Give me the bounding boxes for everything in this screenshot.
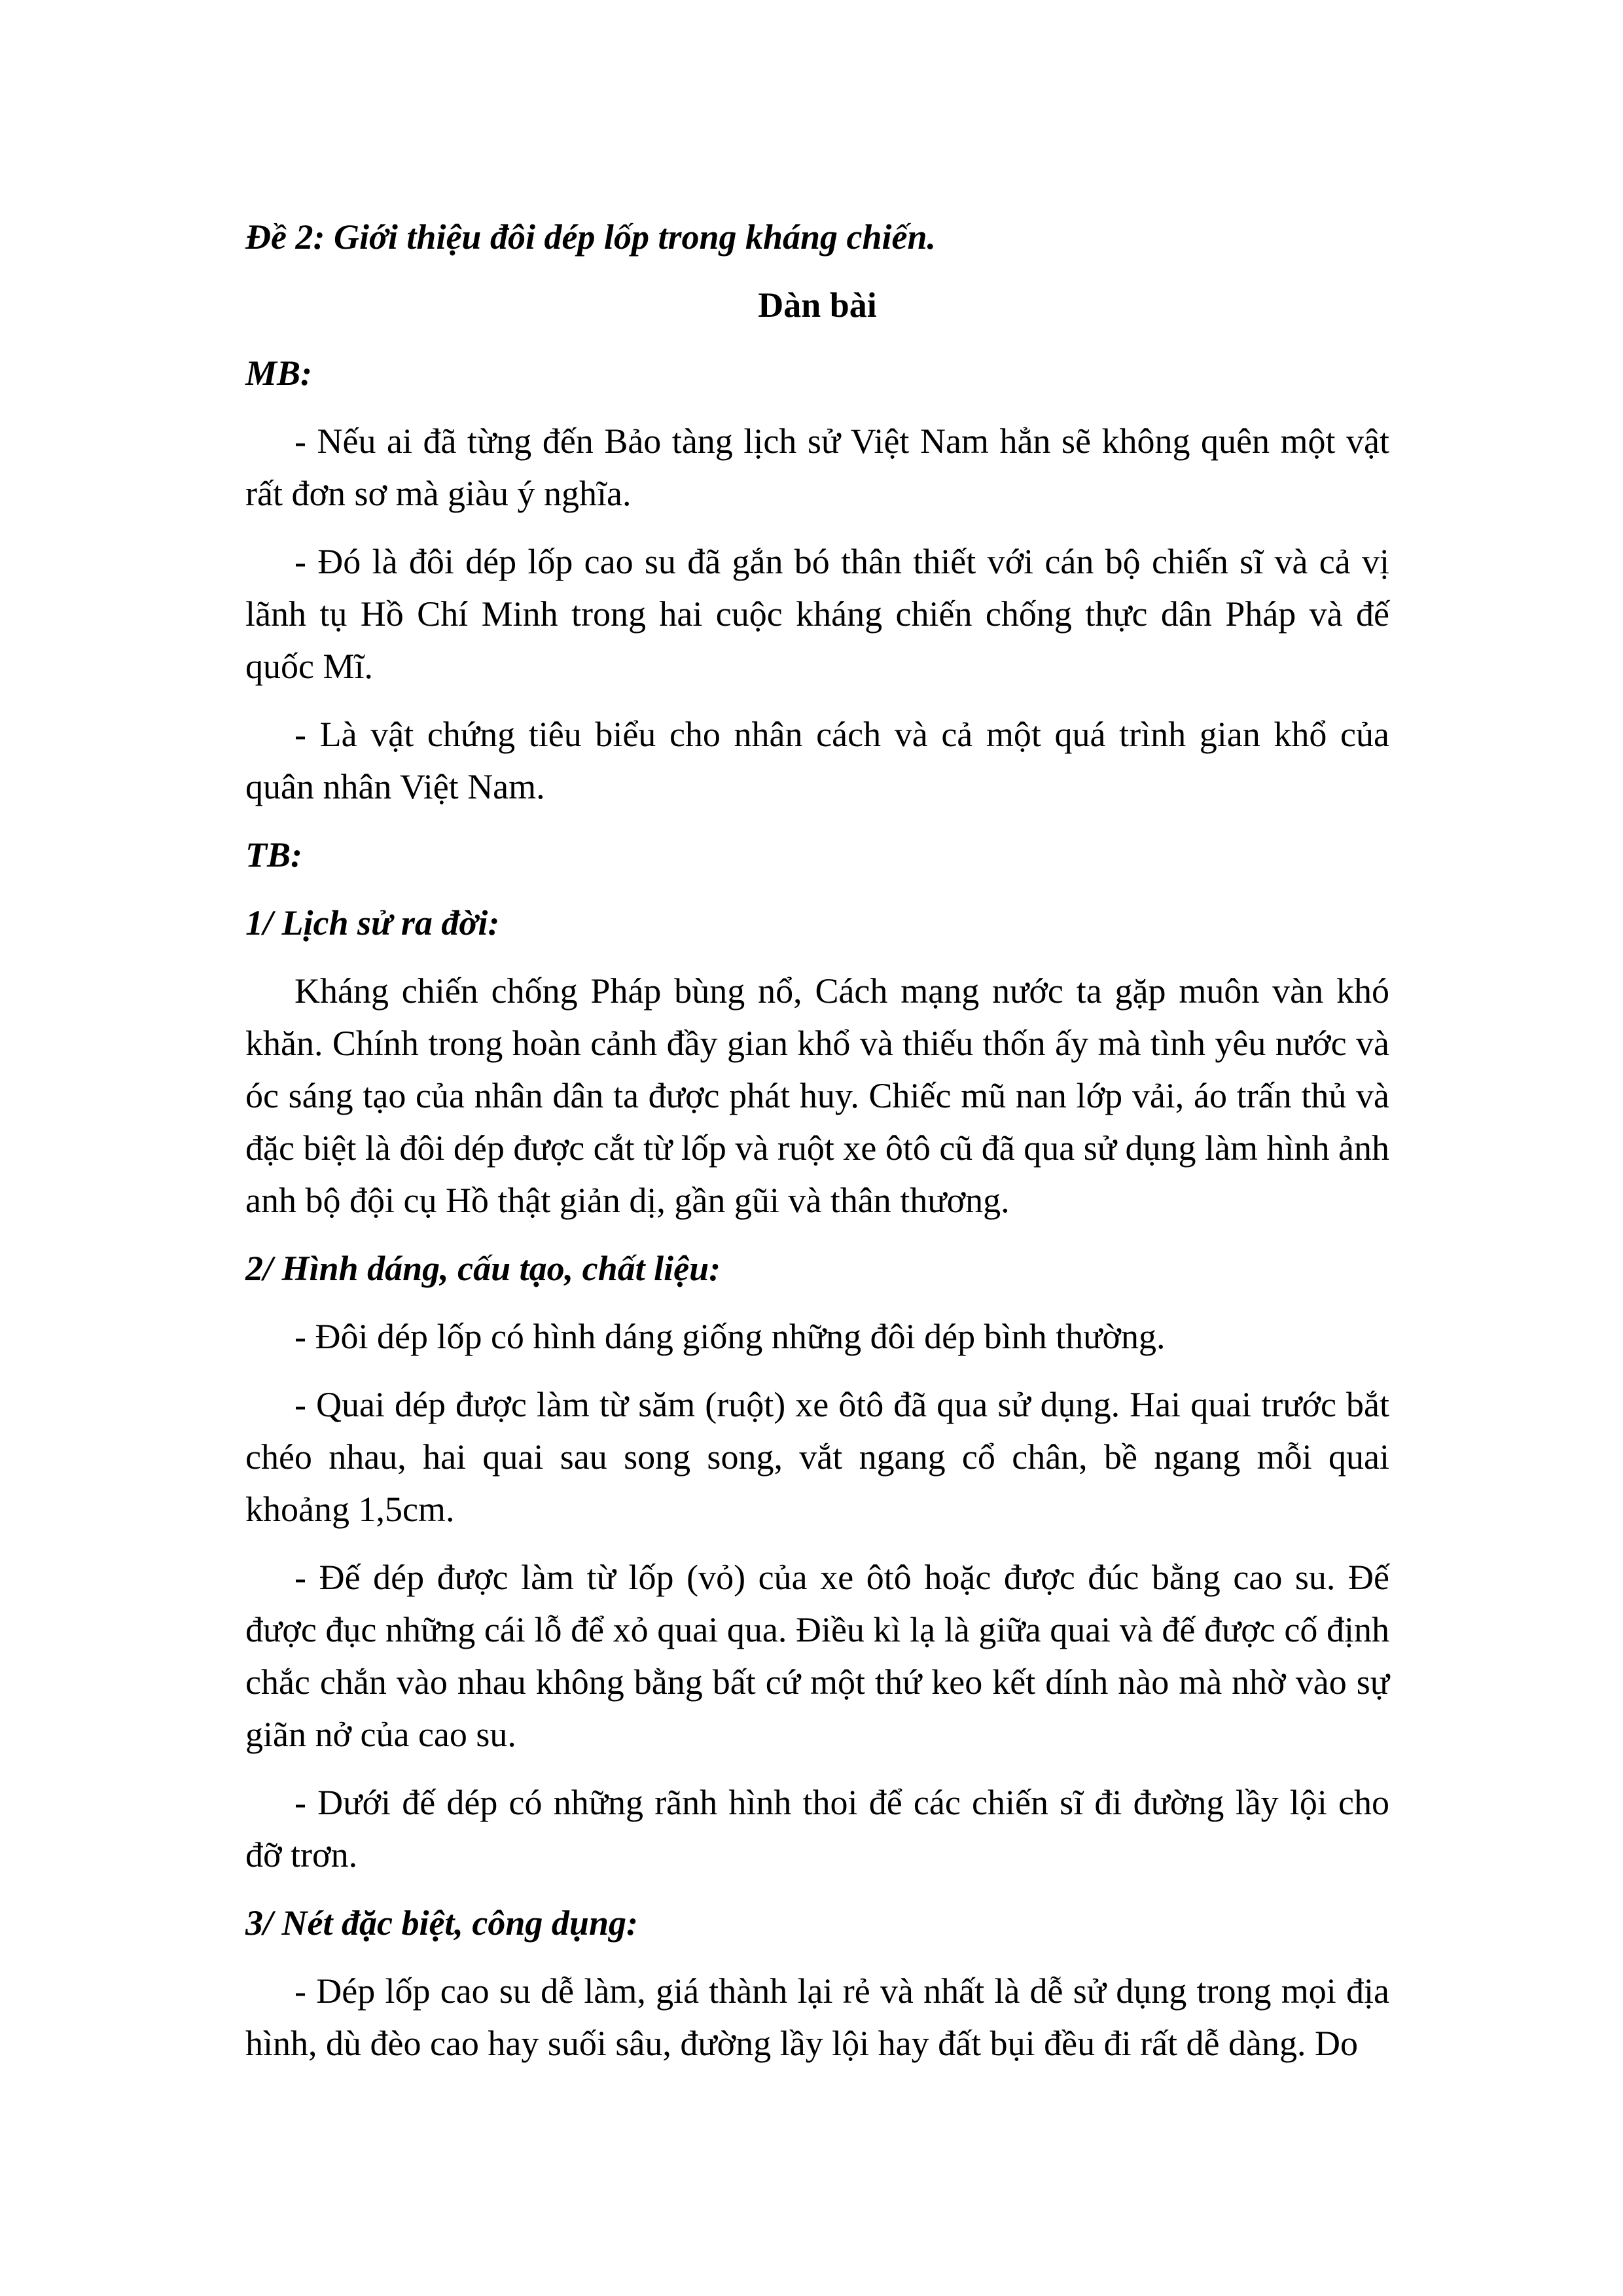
section-shape-paragraph-3: - Đế dép được làm từ lốp (vỏ) của xe ôtô hoặc được đúc bằng cao su. Đế được đục những cái lỗ để xỏ quai qua. Điều kì lạ là giữa quai và đế được cố định chắc chắn vào nhau không bằng bất cứ một thứ keo kết dính nào mà nhờ vào sự giãn nở của cao su. [245, 1558, 1389, 1754]
document-content [245, 211, 1389, 2085]
intro-label: MB: [245, 353, 313, 393]
intro-paragraph-3: - Là vật chứng tiêu biểu cho nhân cách và cả một quá trình gian khổ của quân nhân Việt Nam. [245, 715, 1389, 806]
outline-title: Dàn bài [758, 285, 877, 325]
section-shape-heading: 2/ Hình dáng, cấu tạo, chất liệu: [245, 1249, 721, 1288]
intro-paragraph-1: - Nếu ai đã từng đến Bảo tàng lịch sử Việt Nam hẳn sẽ không quên một vật rất đơn sơ mà giàu ý nghĩa. [245, 422, 1389, 513]
essay-prompt-heading: Đề 2: Giới thiệu đôi dép lốp trong kháng chiến. [245, 217, 936, 257]
section-features-paragraph: - Dép lốp cao su dễ làm, giá thành lại rẻ và nhất là dễ sử dụng trong mọi địa hình, dù đèo cao hay suối sâu, đường lầy lội hay đất bụi đều đi rất dễ dàng. Do [245, 1971, 1389, 2063]
body-label: TB: [245, 835, 302, 874]
section-shape-paragraph-4: - Dưới đế dép có những rãnh hình thoi để các chiến sĩ đi đường lầy lội cho đỡ trơn. [245, 1783, 1389, 1874]
section-shape-paragraph-1: - Đôi dép lốp có hình dáng giống những đôi dép bình thường. [294, 1317, 1166, 1356]
section-features-heading: 3/ Nét đặc biệt, công dụng: [245, 1903, 638, 1943]
section-shape-paragraph-2: - Quai dép được làm từ săm (ruột) xe ôtô đã qua sử dụng. Hai quai trước bắt chéo nhau, hai quai sau song song, vắt ngang cổ chân, bề ngang mỗi quai khoảng 1,5cm. [245, 1385, 1389, 1529]
section-history-paragraph: Kháng chiến chống Pháp bùng nổ, Cách mạng nước ta gặp muôn vàn khó khăn. Chính trong hoàn cảnh đầy gian khổ và thiếu thốn ấy mà tình yêu nước và óc sáng tạo của nhân dân ta được phát huy. Chiếc mũ nan lớp vải, áo trấn thủ và đặc biệt là đôi dép được cắt từ lốp và ruột xe ôtô cũ đã qua sử dụng làm hình ảnh anh bộ đội cụ Hồ thật giản dị, gần gũi và thân thương. [245, 971, 1389, 1220]
section-history-heading: 1/ Lịch sử ra đời: [245, 903, 500, 942]
intro-paragraph-2: - Đó là đôi dép lốp cao su đã gắn bó thân thiết với cán bộ chiến sĩ và cả vị lãnh tụ Hồ Chí Minh trong hai cuộc kháng chiến chống thực dân Pháp và đế quốc Mĩ. [245, 542, 1389, 686]
